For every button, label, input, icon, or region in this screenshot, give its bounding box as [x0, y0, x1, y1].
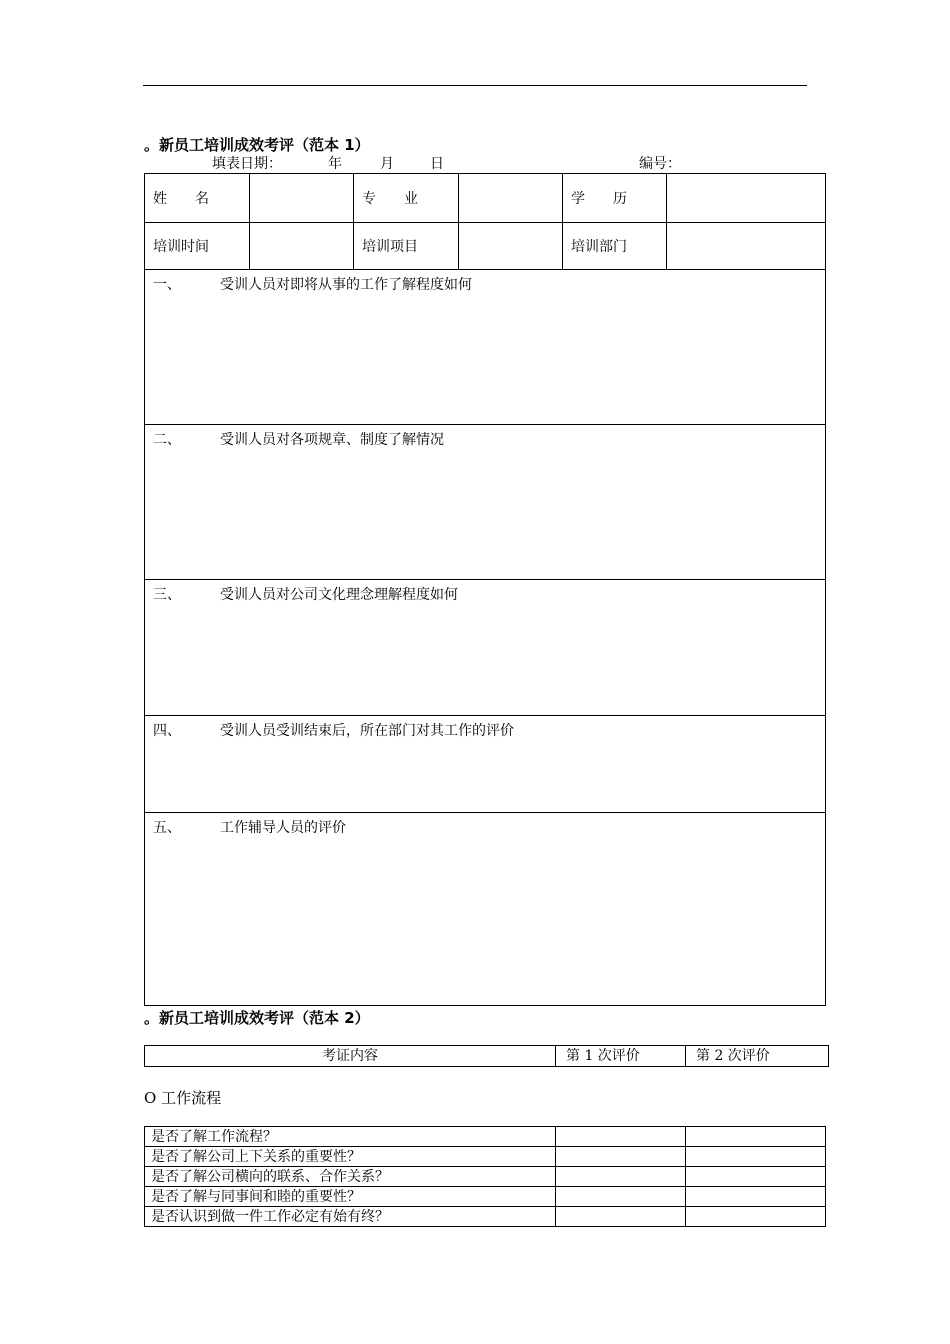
month-label: 月	[380, 156, 394, 172]
section-number: 三、	[153, 587, 181, 603]
section-text: 工作辅导人员的评价	[220, 820, 346, 836]
eval2-cell[interactable]	[686, 1207, 826, 1227]
section-2[interactable]	[145, 425, 826, 580]
top-rule	[143, 85, 807, 86]
section-number: 二、	[153, 432, 181, 448]
eval1-cell[interactable]	[556, 1127, 686, 1147]
section-row	[145, 813, 826, 1006]
work-process-table	[144, 1126, 826, 1227]
table-row	[145, 1147, 826, 1167]
question-cell: 是否了解公司横向的联系、合作关系？	[145, 1167, 556, 1187]
major-value[interactable]	[459, 174, 563, 223]
section-text: 受训人员对公司文化理念理解程度如何	[220, 587, 458, 603]
section-row	[145, 425, 826, 580]
question-cell: 是否了解与同事间和睦的重要性？	[145, 1187, 556, 1207]
major-label: 专 业	[354, 174, 459, 223]
number-label: 编号：	[639, 156, 681, 172]
training-department-label: 培训部门	[563, 223, 667, 270]
section-number: 四、	[153, 723, 181, 739]
section-text: 受训人员受训结束后，所在部门对其工作的评价	[220, 723, 514, 739]
section-text: 受训人员对各项规章、制度了解情况	[220, 432, 444, 448]
name-value[interactable]	[250, 174, 354, 223]
eval1-cell[interactable]	[556, 1207, 686, 1227]
question-cell: 是否了解工作流程？	[145, 1127, 556, 1147]
eval1-header: 第 1 次评价	[556, 1046, 686, 1067]
eval2-cell[interactable]	[686, 1147, 826, 1167]
table-row	[145, 1207, 826, 1227]
section-number: 五、	[153, 820, 181, 836]
section-row	[145, 716, 826, 813]
question-cell: 是否了解公司上下关系的重要性？	[145, 1147, 556, 1167]
education-value[interactable]	[667, 174, 826, 223]
name-label: 姓 名	[145, 174, 250, 223]
training-time-value[interactable]	[250, 223, 354, 270]
eval2-cell[interactable]	[686, 1167, 826, 1187]
education-label: 学 历	[563, 174, 667, 223]
sample1-table	[144, 173, 826, 1006]
year-label: 年	[328, 156, 342, 172]
question-cell: 是否认识到做一件工作必定有始有终？	[145, 1207, 556, 1227]
section-number: 一、	[153, 277, 181, 293]
section-row	[145, 270, 826, 425]
eval1-cell[interactable]	[556, 1187, 686, 1207]
eval2-header: 第 2 次评价	[686, 1046, 829, 1067]
section-3[interactable]	[145, 580, 826, 716]
table-row	[145, 1187, 826, 1207]
eval2-cell[interactable]	[686, 1127, 826, 1147]
content-header: 考证内容	[145, 1046, 556, 1067]
table-row	[145, 1167, 826, 1187]
training-department-value[interactable]	[667, 223, 826, 270]
header-row	[145, 1046, 829, 1067]
table-row	[145, 1127, 826, 1147]
section-5[interactable]	[145, 813, 826, 1006]
section-1[interactable]	[145, 270, 826, 425]
training-project-value[interactable]	[459, 223, 563, 270]
sample1-title: 。新员工培训成效考评（范本 1）	[144, 136, 370, 154]
section-text: 受训人员对即将从事的工作了解程度如何	[220, 277, 472, 293]
eval2-cell[interactable]	[686, 1187, 826, 1207]
eval1-cell[interactable]	[556, 1147, 686, 1167]
section-4[interactable]	[145, 716, 826, 813]
info-row-2	[145, 223, 826, 270]
sample2-header-table	[144, 1045, 829, 1067]
training-time-label: 培训时间	[145, 223, 250, 270]
info-row-1	[145, 174, 826, 223]
fill-date-label: 填表日期：	[212, 156, 282, 172]
sample2-title: 。新员工培训成效考评（范本 2）	[144, 1009, 370, 1027]
training-project-label: 培训项目	[354, 223, 459, 270]
work-process-subheading: O 工作流程	[144, 1089, 222, 1107]
section-row	[145, 580, 826, 716]
eval1-cell[interactable]	[556, 1167, 686, 1187]
day-label: 日	[430, 156, 444, 172]
